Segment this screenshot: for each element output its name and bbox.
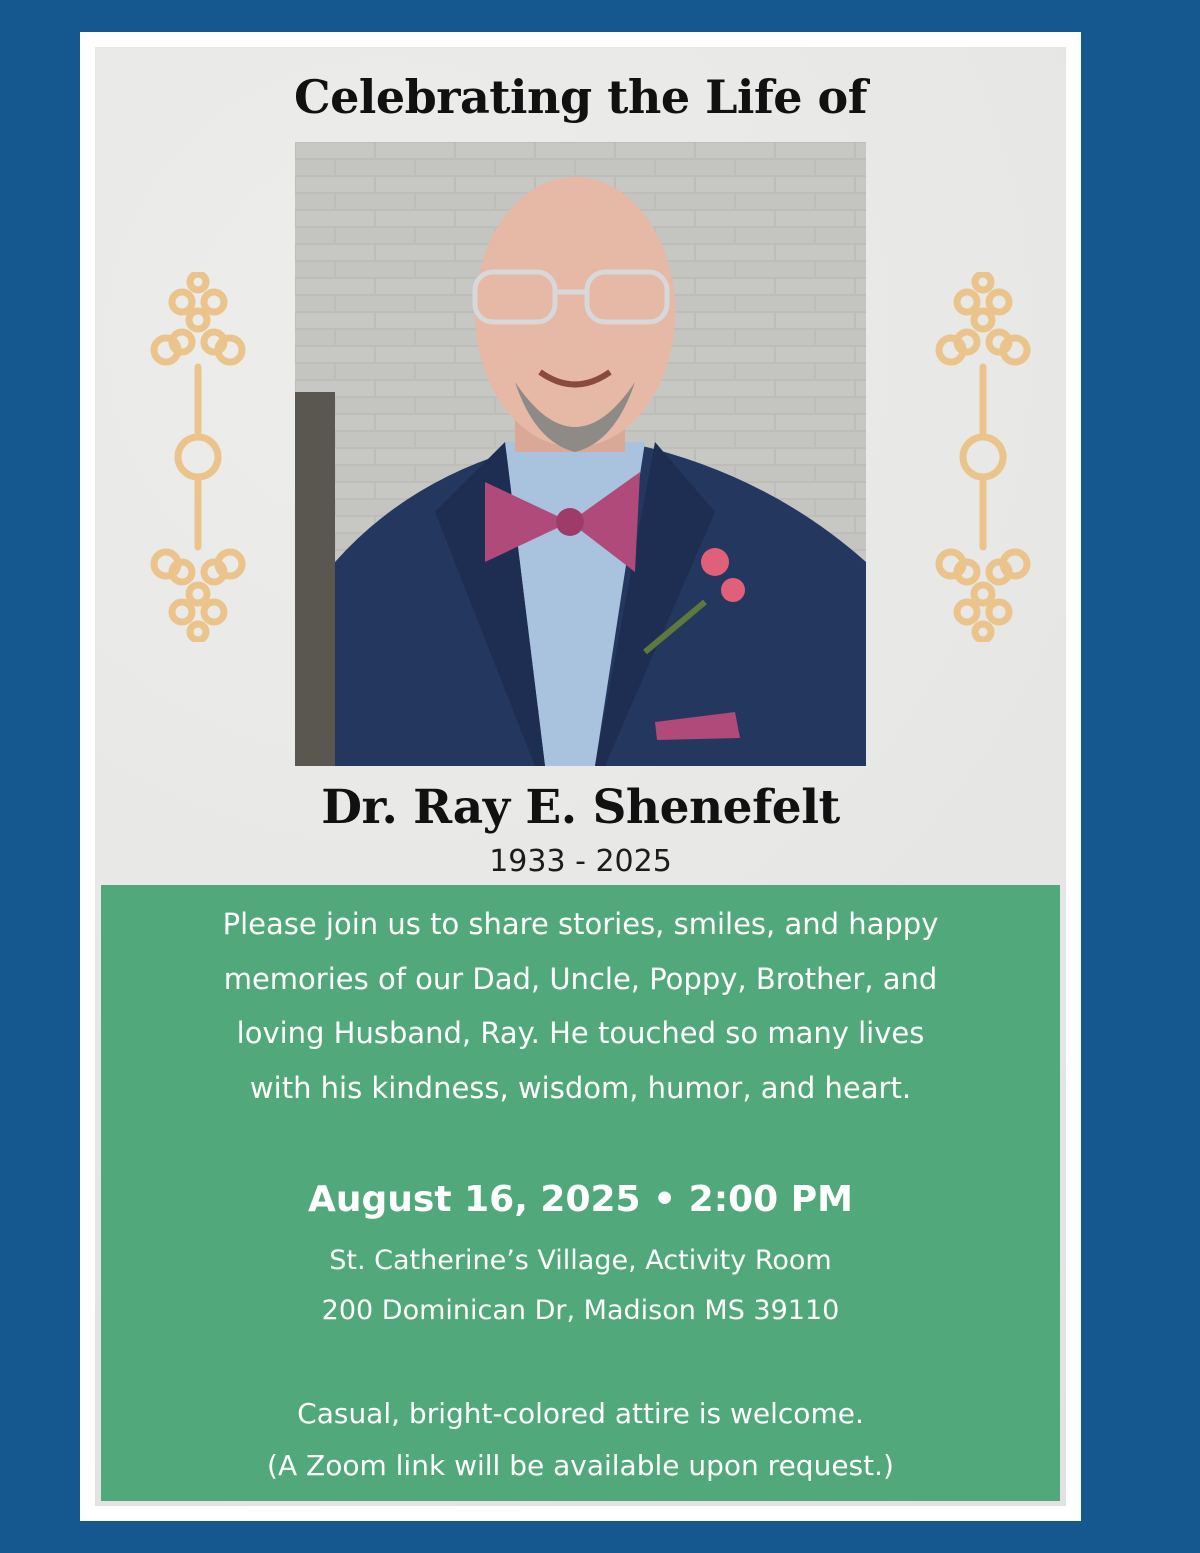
portrait-photo (295, 142, 866, 766)
attire-note: Casual, bright-colored attire is welcome. (297, 1397, 864, 1430)
event-venue: St. Catherine’s Village, Activity Room (329, 1245, 832, 1276)
flyer-card (80, 32, 1081, 1521)
filigree-ornament-left-icon (148, 272, 248, 642)
message-line: with his kindness, wisdom, humor, and heart. (249, 1070, 912, 1105)
details-panel (101, 885, 1060, 1501)
message-line: memories of our Dad, Uncle, Poppy, Brother, and (223, 961, 938, 996)
honoree-name: Dr. Ray E. Shenefelt (321, 780, 840, 835)
event-address: 200 Dominican Dr, Madison MS 39110 (321, 1295, 840, 1326)
message-line: loving Husband, Ray. He touched so many lives (236, 1016, 925, 1050)
filigree-ornament-right-icon (933, 272, 1033, 642)
zoom-note: (A Zoom link will be available upon request.) (267, 1449, 894, 1482)
event-datetime: August 16, 2025 • 2:00 PM (308, 1179, 853, 1220)
page-title: Celebrating the Life of (293, 70, 867, 124)
message-line: Please join us to share stories, smiles, and happy (222, 907, 939, 941)
invitation-message (121, 897, 1040, 1115)
life-years: 1933 - 2025 (489, 844, 672, 879)
